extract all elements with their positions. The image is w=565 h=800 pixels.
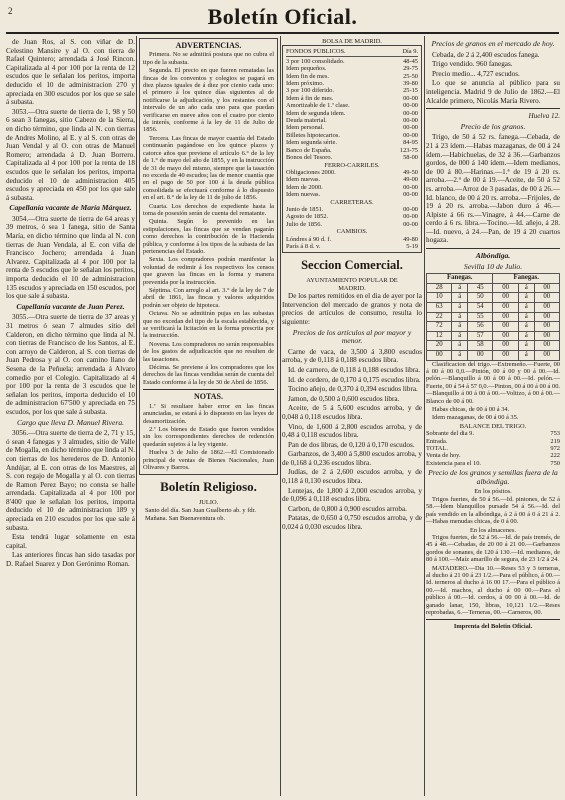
c1-heading-1: Capellanía vacante de María Márquez. [9,203,132,213]
bolsa-row-label: Idem personal. [286,124,324,132]
table-cell: 00 [534,341,559,351]
table-cell: 00 [534,293,559,303]
carreteras-row-label: Agosto de 1852. [286,213,329,221]
cambios-row-label: París á 8 d. v. [286,242,321,250]
page-number: 2 [8,6,13,16]
bolsa-row [286,124,418,131]
carreteras-row-value: 00-00 [403,220,418,228]
table-row [427,293,560,303]
column-1 [6,38,135,796]
c1-para-2: 3053.—Otra suerte de tierra de 1, 98 y 50 6 sean 3 fanegas, sitio Cabezo de la Sierra, en dicho término, que linda al N. con tierras de Andres Molino, al E. y al S. con otras de Juan Vendal y al O. con otras de Manuel Romero; arrendada á D. Juan Borrero. Capitalizada al 4 por 100 por la renta de 18 escudos que le señalan los peritos, importa deducido el 10 de administracion 405 escudos y apreciada en 450 por los que sale á subasta. [6,107,135,202]
grain-price-table [426,273,560,360]
bolsa-title: BOLSA DE MADRID. [322,38,382,45]
bolsa-row [286,65,418,72]
semillas-2: En los almacenes. [470,526,516,534]
religioso-line-2: Mañana. San Buenaventura ob. [145,515,226,523]
cambios-row [286,243,418,250]
table-cell: á [452,341,468,351]
ayuntamiento-sub: MADRID. [338,284,366,292]
semillas-heading: Precio de los granos y semillas fuera de la albóndiga. [428,468,558,486]
bolsa-row-label: Idem fin de mes. [286,72,329,80]
ferro-rows [286,169,418,199]
masthead-title: Boletín Oficial. [207,4,358,29]
table-cell: á [518,312,534,322]
religioso-line-1: Santo del día. San Juan Gualberto ab. y fdr. [145,506,256,514]
cambios-row-value: 49-80 [403,235,418,243]
bolsa-row-label: Banco de España. [286,146,332,154]
precio-items [282,348,422,532]
carreteras-title: CARRETERAS. [330,198,374,206]
table-cell: 00 [534,351,559,361]
table-cell: 72 [427,322,452,332]
bolsa-row-label: 3 por 100 consolidado. [286,57,345,65]
balance-row-value: 753 [550,430,560,438]
bolsa-row-value: 58-00 [403,154,418,162]
table-cell: á [518,322,534,332]
balance-title: BALANCE DEL TRIGO. [459,422,527,430]
bolsa-row-value: 123-75 [399,146,418,154]
clasif-1: Clasificacion del trigo.—Extremeño.—Fuerte, 00 á 00 á 00 0,0.—Pintón, 00 á 00 y 00 á 00.—Id. pelón.—Blanquillo á 00 á 00 á 00.—Id. pelón.—Fuerte, 00 á 54 á 57 0,0.—Pinton, 00 á 00 á 00 á 00.—Blanquillo á 00 á 00 á 00.—Voltizo, á 00 á 00.—Blanco de 00 á 00. [426,360,560,405]
adv-1: Primera. No se admitirá postura que no cubra el tipo de la subasta. [143,51,274,66]
advertencias-title: ADVERTENCIAS. [175,41,242,50]
table-cell: á [518,283,534,293]
adv-7: Séptima. Con arreglo al art. 3.° de la ley de 7 de abril de 1861, las fincas y valores adquiridos podrán ser objeto de hipoteca. [143,287,274,309]
bolsa-row-label: Idem de segunda idem. [286,109,346,117]
precio-item: Carne de vaca, de 3,500 á 3,800 escudos arroba, y de 0,118 á 0,188 escudos libra. [282,347,422,365]
ferro-row-value: 00-00 [403,183,418,191]
balance-row-label: Entrada. [426,437,448,445]
cambios-row [286,236,418,243]
balance-row [426,445,560,452]
cambios-rows [286,236,418,251]
adv-9: Novena. Los compradores no serán responsables de los gastos de adjudicación que no resulten de las tasaciones. [143,340,274,363]
precio-item: Judías, de 2 á 2,600 escudos arroba, y de 0,118 á 0,130 escudos libra. [282,468,422,486]
imprenta-line: Imprenta del Boletin Oficial. [453,623,533,631]
table-cell: 56 [468,322,493,332]
ferro-row [286,184,418,191]
precio-item: Aceite, de 5 á 5,600 escudos arroba, y de 0,048 á 0,118 escudos libra. [282,404,422,421]
table-header: Fanegas. [427,274,493,284]
bolsa-head-left: FONDOS PÚBLICOS. [286,48,346,56]
ferro-row [286,169,418,176]
notas-title: NOTAS. [194,392,223,402]
table-cell: 00 [468,351,493,361]
semillas-3: Trigos fuertes, de 52 á 56.—Id. de país tremés, de 45 á 48.—Cebadas, de 20 00 á 21 00.—Garbanzos gordos de sonanes, de 120 á 130.—Id. medianos, de 80 á 100.—Maíz amarillo de segura, de 23 1/2 á 24. [426,533,560,564]
column-2 [139,38,278,796]
precio-item: Lentejas, de 1,800 á 2,000 escudos arroba, y de 0,096 á 0,118 escudos libra. [282,486,422,504]
bolsa-row-value: 39-80 [403,80,418,88]
albondiga-title: Albóndiga. [475,251,511,261]
semillas-1: Trigos fuertes, de 50 á 56.—Id. pintones, de 52 á 58.—Idem blanquillos pursade 54 á 56.—Id. del país vendido en la albóndiga, á 2 á 00 á 0 á 21 á 2.—Habas menudas chicas, de 0 á 00. [426,495,560,526]
table-row [427,283,560,293]
masthead-rule [6,32,559,34]
bolsa-row-value: 29-75 [403,65,418,73]
bolsa-row [286,117,418,124]
table-cell: 50 [468,293,493,303]
ferro-row [286,176,418,183]
balance-row-label: Existencia para el 10. [426,459,482,467]
bolsa-row-value: 00-00 [403,131,418,139]
table-cell: á [518,303,534,313]
comercial-intro: De los partes remitidos en el dia de ayer por la Intervencion del mercado de granos y nota de precios de artículos de consumo, resulta lo siguiente: [282,292,422,326]
nota-3: Huelva 3 de Julio de 1862.—El Comisionado principal de ventas de Bienes Nacionales, Juan Olivares y Barros. [143,449,274,471]
carreteras-row [286,213,418,220]
balance-row [426,452,560,459]
table-row [427,322,560,332]
trigo-para: Trigo, de 50 á 52 rs. fanega.—Cebada, de 21 á 23 ídem.—Habas mazaganas, de 00 á 24 ídem.—Habichuelas, de 32 á 36.—Garbanzos gordos, de 000 á 140 ídem.—Idem medianos, de 00 á 80.—Harinas.—1.ª de 19 á 20 rs. arroba.—2.ª de 00 á 19.—Aceite, de 50 á 52 rs. arroba.—Arroz de 3 pasadas, de 00 á 26.—Id. blanco, de 00 á 20 rs. arroba.—Frijoles, de 19 á 20 rs. arroba.—Jabon duro á 46.—Alpiste á 66 rs.—Vinagre, á 44.—Carne de cerdo á 6 rs. libra.—Tocino.—Id. añejo, á 28.—Id. nuevo, á 24.—Pan, de 19 á 20 cuartos hogaza. [426,133,560,245]
balance-row-label: TOTAL. [426,445,448,453]
table-cell: 00 [493,303,518,313]
precio-item: Vino, de 1,600 á 2,800 escudos arroba, y de 0,48 á 0,118 escudos libra. [282,422,422,440]
bolsa-row-label: Amortizable de 1.ª clase. [286,102,350,110]
bolsa-row-value: 25-15 [403,87,418,95]
clasif-2: Habas chicas, de 00 á 00 á 34. [432,406,510,414]
advertencias-box [139,38,278,475]
c1-para-5: 3056.—Otra suerte de tierra de 2, 71 y 15, ó sean 4 fanegas y 3 almudes, sitio de Valle de Mogalla, en dicho término que linda al N. con tierras de los herederos de D. Antonio Andújar, al E. con otras de los Maestres, al S. con regajo de Mogalla y al O. con tierras de Ramon Perez Bayo; no consta se halle arrendada. Capitalizada al 4 por 100 por 8'400 que le señalan los peritos, importa deducido el 10 de administracion 189 y apreciada en 210 escudos por los que sale á subasta. [6,429,135,532]
table-cell: 55 [468,312,493,322]
balance-row [426,438,560,445]
table-cell: 00 [493,312,518,322]
adv-4: Cuarta. Los derechos de expediente hasta la toma de posesión serán de cuenta del rematante. [143,202,274,217]
ferro-row-value: 49-00 [403,176,418,184]
granos-heading: Precios de granos en el mercado de hoy. [431,39,555,48]
table-row [427,351,560,361]
carreteras-row-value: 00-00 [403,213,418,221]
bolsa-head-right: Día 9. [402,48,418,56]
column-divider [280,36,281,796]
table-cell: 28 [427,283,452,293]
bolsa-row-label: Idem pequeños. [286,65,327,73]
precio-item: Pan de dos libras, de 0,120 á 0,170 escudos. [288,440,415,449]
notas-rule [143,389,274,390]
adv-8: Octava. No se admitirán pujas en las subastas que no excedan del tipo de la escala establecida, y se verificará la licitación en la forma prescrita por la instrucción. [143,310,274,340]
c1-para-6: Esta tendrá lugar solamente en esta capital. [6,533,135,550]
table-cell: á [452,331,468,341]
bolsa-row-label: Idem á fin de mes. [286,94,334,102]
adv-2: Segunda. El precio en que fueren rematadas las fincas de los conventos y colegios se pagará en diez plazos iguales de á diez por ciento cada uno: el primero á los quince días siguientes al de notificarse la adjudicación, y los restantes con el intervalo de un año cada uno para que puedan verificarse en nueve años con el cuatro por ciento de interés, conforme á la ley de 11 de Julio de 1856. [143,67,274,134]
bolsa-row [286,73,418,80]
precio-item: Jamon, de 0,500 á 0,600 escudos libra. [288,394,400,403]
table-cell: 00 [493,341,518,351]
precio-item: Garbanzos, de 3,400 á 5,800 escudos arroba, y de 0,168 á 0,236 escudos libra. [282,450,422,467]
table-cell: 58 [468,341,493,351]
table-cell: 00 [427,351,452,361]
carreteras-row-value: 00-00 [403,205,418,213]
bolsa-rows [286,58,418,162]
table-cell: 54 [468,303,493,313]
balance-row-value: 219 [550,437,560,445]
precios-title: Precios de los artículos al por mayor y menor. [292,327,412,346]
c4-rule-2 [426,248,560,249]
carreteras-row [286,206,418,213]
bolsa-row-value: 48-45 [403,57,418,65]
cambios-title: CAMBIOS. [336,228,368,236]
adv-6: Sexta. Los compradores podrán manifestar la voluntad de redimir á los respectivos los censos que graven las fincas en la forma y manera prevenida por la instrucción. [143,256,274,286]
table-cell: 00 [534,312,559,322]
carreteras-row [286,221,418,228]
c4-top-2: Trigo vendido. 960 fanegas. [432,60,513,69]
balance-row-value: 750 [550,459,560,467]
bolsa-row-value: 25-50 [403,72,418,80]
c4-rule-1 [426,108,560,109]
carreteras-row-label: Julio de 1856. [286,220,323,228]
bolsa-row-value: 00-00 [403,117,418,125]
c1-para-3: 3054.—Otra suerte de tierra de 64 areas y 39 metros, ó sea 1 fanega, sitio de Santa María, en dicho término que linda al N. con tierras de Juan Vendala, al E. con viña de Francisco Jochero; arrendada á Juan Alvarez. Capitalizada al 4 por 100 por la renta de 5 escudos que le señalan los peritos, importa deducido el 10 de administracion 135 escudos y apreciada en 150 escudos, por los que sale á subasta. [6,214,135,301]
balance-row-value: 222 [550,452,560,460]
table-cell: 22 [427,312,452,322]
table-cell: á [452,351,468,361]
c1-para-7: Las anteriores fincas han sido tasadas por D. Rafael Suarez y Don Gerónimo Roman. [6,551,135,569]
table-cell: 20 [427,341,452,351]
ferro-row-value: 49-50 [403,168,418,176]
table-cell: 00 [493,331,518,341]
bolsa-row [286,102,418,109]
table-row [427,331,560,341]
religioso-month: JULIO. [198,499,219,507]
table-cell: á [518,331,534,341]
table-cell: 45 [468,283,493,293]
semillas-sub: En los pósitos. [474,488,512,496]
adv-10: Décima. Se previene á los compradores que los derechos de las fincas vendidas serán de cuenta del Estado conforme á la ley de 30 de Abril de 1856. [143,364,274,386]
bolsa-row [286,58,418,65]
seccion-comercial-title: Seccion Comercial. [301,258,403,273]
carreteras-row-label: Junio de 1851. [286,205,324,213]
precio-item: Id. de cordero, de 0,170 á 0,175 escudos libra. [288,375,421,384]
balance-row [426,460,560,467]
ferro-row [286,191,418,198]
c4-top-4: Lo que se anuncia al público para su inteligencia. Madrid 9 de Julio de 1862.—El Alcalde primero, Nicolás María Rivero. [426,79,560,105]
huelva-line: Huelva 12. [528,112,560,121]
table-row [427,341,560,351]
cambios-row-label: Lóndres á 90 d. f. [286,235,332,243]
table-header: Fanegas. [493,274,560,284]
adv-5: Quinta. Según lo prevenido en las estipulaciones, las fincas que se vendan pagarán como derechos la contribución de la Hacienda pública, y conforme á los tipos de la subasta de las pertenencias del Estado. [143,218,274,255]
precio-item: Carbon, de 0,800 á 0,900 escudos arroba. [288,504,407,513]
c1-heading-2: Capellanía vacante de Juan Perez. [16,301,125,311]
bolsa-row-value: 00-00 [403,94,418,102]
table-cell: 00 [534,283,559,293]
table-cell: 00 [534,331,559,341]
bolsa-row [286,95,418,102]
column-divider [424,36,425,796]
balance-row-label: Sobrante del dia 9. [426,430,474,438]
table-cell: á [518,341,534,351]
clasif-3: Idem mazaganas, de 00 á 00 á 35. [432,414,519,422]
bolsa-row-label: Billetes hipotecarios. [286,131,340,139]
bolsa-row-label: Bonos del Tesoro. [286,154,333,162]
sevilla-line: Sevilla 10 de Julio. [463,261,523,271]
matadero-para: MATADERO.—Dia 10.—Reses 53 y 3 terneras, al ducho á 21 00 á 23 1/2.—Para el público, á 00.—Id. terneros al ducho á 16 00 17.—Para el público á 00.—Id. machos, al ducho á 00 00.—Para el público á 00.—Id. cerdos, á 00 00 á 00.—Id. de ganado lanar, 150, libras, 10,121 1/2.—Reses reprobadas, 6.—Terneras, 00.—Carneros, 00. [426,564,560,616]
column-3 [282,38,422,796]
bolsa-row-label: Idem segunda série. [286,139,337,147]
bolsa-row-value: 84-95 [403,139,418,147]
balance-row [426,430,560,437]
bolsa-row [286,139,418,146]
bolsa-row [286,147,418,154]
bolsa-row [286,87,418,94]
c1-heading-3: Cargo que lleva D. Manuel Rivera. [16,417,125,427]
bolsa-row [286,154,418,161]
table-cell: á [452,312,468,322]
table-cell: á [452,322,468,332]
bolsa-row-label: Idem próximo. [286,80,324,88]
table-cell: 00 [534,322,559,332]
ferro-row-label: Idem nuevas. [286,191,321,199]
balance-row-value: 972 [550,445,560,453]
table-cell: 00 [493,283,518,293]
ayuntamiento-title: AYUNTAMIENTO POPULAR DE [306,277,398,285]
nota-2: 2.ª Los bienes de Estado que fueron vendidos sin los correspondientes derechos de redención quedarán sujetos á la ley vigente. [143,425,274,448]
bolsa-box [282,45,422,253]
bolsa-row-value: 00-00 [403,109,418,117]
table-cell: á [452,303,468,313]
bolsa-row-label: Deuda material. [286,117,327,125]
bolsa-row [286,80,418,87]
table-cell: 00 [534,303,559,313]
c1-para-1: de Juan Ros, al S. con viñar de D. Celestino Mansire y al O. con tierra de Rafael Quintero; arrendada á José Rincon. Capitalizada al 4 por 100 por la renta de 12 escudos que le señalan los peritos, importa deducido el 10 de administracion 270 y apreciada en 300 escudos por los que se sale á subasta. [6,38,135,107]
table-row [427,303,560,313]
bolsa-row-label: 3 por 100 diferido. [286,87,334,95]
boletin-religioso-title: Boletín Religioso. [160,479,257,495]
nota-1: 1.ª Si resultare haber error en las fincas anunciadas, se estará á lo dispuesto en las leyes de desamortización. [143,402,274,425]
column-4 [426,38,560,796]
bolsa-row [286,110,418,117]
table-cell: 00 [493,293,518,303]
ferro-row-label: Idem nuevas. [286,176,321,184]
c4-top-3: Precio medio... 4,727 escudos. [432,69,520,78]
table-cell: 63 [427,303,452,313]
table-cell: 00 [493,322,518,332]
bolsa-row-value: 00-00 [403,102,418,110]
ferro-row-label: Idem de 2000. [286,183,323,191]
balance-rows [426,430,560,467]
balance-row-label: Venta de hoy. [426,452,461,460]
c4-top-1: Cebada, de 2 á 2,400 escudos fanega. [432,50,540,59]
bolsa-row [286,132,418,139]
carreteras-rows [286,206,418,228]
cambios-row-value: 5-19 [406,242,418,250]
table-cell: 00 [493,351,518,361]
table-cell: á [452,293,468,303]
c4-rule-3 [426,619,560,620]
table-cell: á [518,351,534,361]
bolsa-row-value: 00-00 [403,124,418,132]
c1-para-4: 3055.—Otra suerte de tierra de 37 areas y 31 metros ó sean 7 almudes sitio del Calderon, en dicho término que linda al N. con tierras de Francisco de los Santos, al E. con arroyo de Calderon, al S. con tierras de Juan Pedrosa y al O. con camino llano de Sesena de la Peñuela; arrendada á Alvaro comedio por el Colegio. Capitalizado al 4 por 100 por la renta de 3 escudos que le señalan los peritos, importa deducido el 10 de administracion 67'500 y apreciada en 75 escudos, por los que sale á subasta. [6,313,135,416]
ferro-title: FERRO-CARRILES. [324,161,380,169]
ferro-row-label: Obligaciones 2000. [286,168,336,176]
table-cell: 10 [427,293,452,303]
table-cell: 12 [427,331,452,341]
ferro-row-value: 00-00 [403,191,418,199]
table-cell: á [518,293,534,303]
table-body [427,283,560,360]
adv-3: Tercera. Las fincas de mayor cuantía del Estado continuarán pagándose en los quince plazos y catorce años que previene el artículo 6.° de la ley de 1.° de mayo del año de 1855, y en la instrucción de 31 de mayo del mismo, siempre que la tasación no exceda de 40 escudos; las de menor cuantía que en el pago de 50 por 100 á la deuda pública consolidada se efectuará conforme á lo dispuesto en el art. 8.° de la ley de 11 de julio de 1856. [143,134,274,202]
precio-item: Id. de carnero, de 0,118 á 0,188 escudos libra. [288,365,421,374]
precio-item: Tocino añejo, de 0,370 á 0,394 escudos libra. [288,385,418,394]
table-row [427,312,560,322]
column-divider [136,36,137,796]
precio-item: Patatas, de 0,650 á 0,750 escudos arroba, y de 0,024 á 0,030 escudos libra. [282,514,422,532]
trigo-heading: Precio de los granos. [460,121,526,131]
table-cell: 57 [468,331,493,341]
table-cell: á [452,283,468,293]
